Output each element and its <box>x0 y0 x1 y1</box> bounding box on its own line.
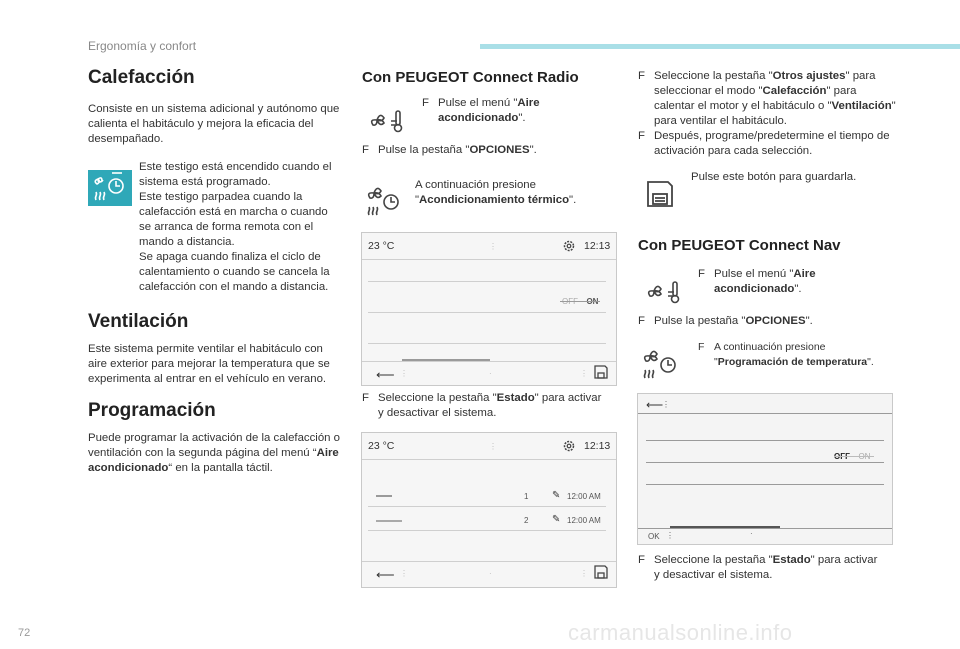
programacion-title: Programación <box>88 400 216 421</box>
nav-step4: F Seleccione la pestaña "Estado" para activar y desactivar el sistema. <box>638 554 878 581</box>
radio-step2: F Pulse la pestaña "OPCIONES". <box>362 144 537 156</box>
screen-clock: 12:13 <box>584 240 611 252</box>
connect-radio-title: Con PEUGEOT Connect Radio <box>362 69 579 86</box>
header-accent-bar <box>480 44 960 49</box>
screen-clock: 12:13 <box>584 440 611 452</box>
radio-step1: F Pulse el menú "Aire acondicionado". <box>422 97 540 124</box>
radio-step3: A continuación presione "Acondicionamiento térmico". <box>415 179 577 206</box>
settings-gear-icon[interactable] <box>562 439 576 453</box>
nav-screen-status: ⟵ ⋮ OK ⋮ · <box>637 393 893 545</box>
thermal-conditioning-icon <box>364 182 404 218</box>
radio-step5: F Seleccione la pestaña "Otros ajustes" para seleccionar el modo "Calefacción" para calentar el motor y el habitáculo o "Ventilación" para ventilar el habitáculo. F Después, programe/predetermine el tiempo de activación para cada selección. <box>638 70 896 157</box>
program-row[interactable]: 2 ✎ 12:00 AM <box>362 513 616 535</box>
settings-gear-icon[interactable] <box>562 239 576 253</box>
save-icon[interactable] <box>594 365 608 379</box>
temperature-programming-icon <box>640 345 682 381</box>
nav-step1: F Pulse el menú "Aire acondicionado". <box>698 268 816 295</box>
section-header: Ergonomía y confort <box>88 39 197 53</box>
nav-step2: F Pulse la pestaña "OPCIONES". <box>638 315 813 327</box>
ac-menu-icon <box>645 278 681 306</box>
back-arrow-icon[interactable]: ⟵ <box>376 567 395 582</box>
ok-button[interactable]: OK <box>648 532 660 541</box>
radio-screen-programs: 23 °C ⋮ 12:13 1 ✎ 12:00 AM 2 ✎ 12:00 AM ⟵ ⋮ · ⋮ <box>361 432 617 588</box>
connect-nav-title: Con PEUGEOT Connect Nav <box>638 237 841 254</box>
radio-screen-status: 23 °C ⋮ 12:13 ⟵ ⋮ · ⋮ <box>361 232 617 386</box>
watermark: carmanualsonline.info <box>568 620 793 645</box>
edit-pencil-icon[interactable]: ✎ <box>552 490 561 501</box>
calefaccion-intro: Consiste en un sistema adicional y autónomo que calienta el habitáculo y mejora la eficacia del desempañado. <box>88 103 340 145</box>
program-row[interactable]: 1 ✎ 12:00 AM <box>362 489 616 511</box>
ventilacion-title: Ventilación <box>88 311 189 332</box>
radio-step4: F Seleccione la pestaña "Estado" para activar y desactivar el sistema. <box>362 392 602 419</box>
ac-menu-icon <box>368 107 404 135</box>
save-instruction: Pulse este botón para guardarla. <box>691 171 857 183</box>
heating-lamp-icon <box>88 170 132 206</box>
screen-temperature: 23 °C <box>368 440 395 452</box>
back-arrow-icon[interactable]: ⟵ <box>376 367 395 382</box>
save-icon[interactable] <box>594 565 608 579</box>
page-number: 72 <box>18 627 31 639</box>
screen-temperature: 23 °C <box>368 240 395 252</box>
programacion-text: Puede programar la activación de la calefacción o ventilación con la segunda página del menú “Aire acondicionado“ en la pantalla táctil. <box>88 432 341 474</box>
status-toggle[interactable] <box>562 291 598 309</box>
ventilacion-text: Este sistema permite ventilar el habitáculo con aire exterior para mejorar la temperatura que se experimenta al entrar en el vehículo en verano. <box>88 343 330 385</box>
calefaccion-title: Calefacción <box>88 67 195 88</box>
back-arrow-icon[interactable]: ⟵ <box>646 398 664 412</box>
lamp-description: Este testigo está encendido cuando el sistema está programado. Este testigo parpadea cuando la calefacción está en marcha o cuando se arranca de forma remota con el mando a distancia. Se apaga cuando finaliza el ciclo de calentamiento o cuando se cancela la calefacción con el mando a distancia. <box>139 161 332 293</box>
edit-pencil-icon[interactable]: ✎ <box>552 514 561 525</box>
nav-step3: F A continuación presione "Programación de temperatura". <box>698 341 874 368</box>
save-button-icon <box>645 180 675 208</box>
